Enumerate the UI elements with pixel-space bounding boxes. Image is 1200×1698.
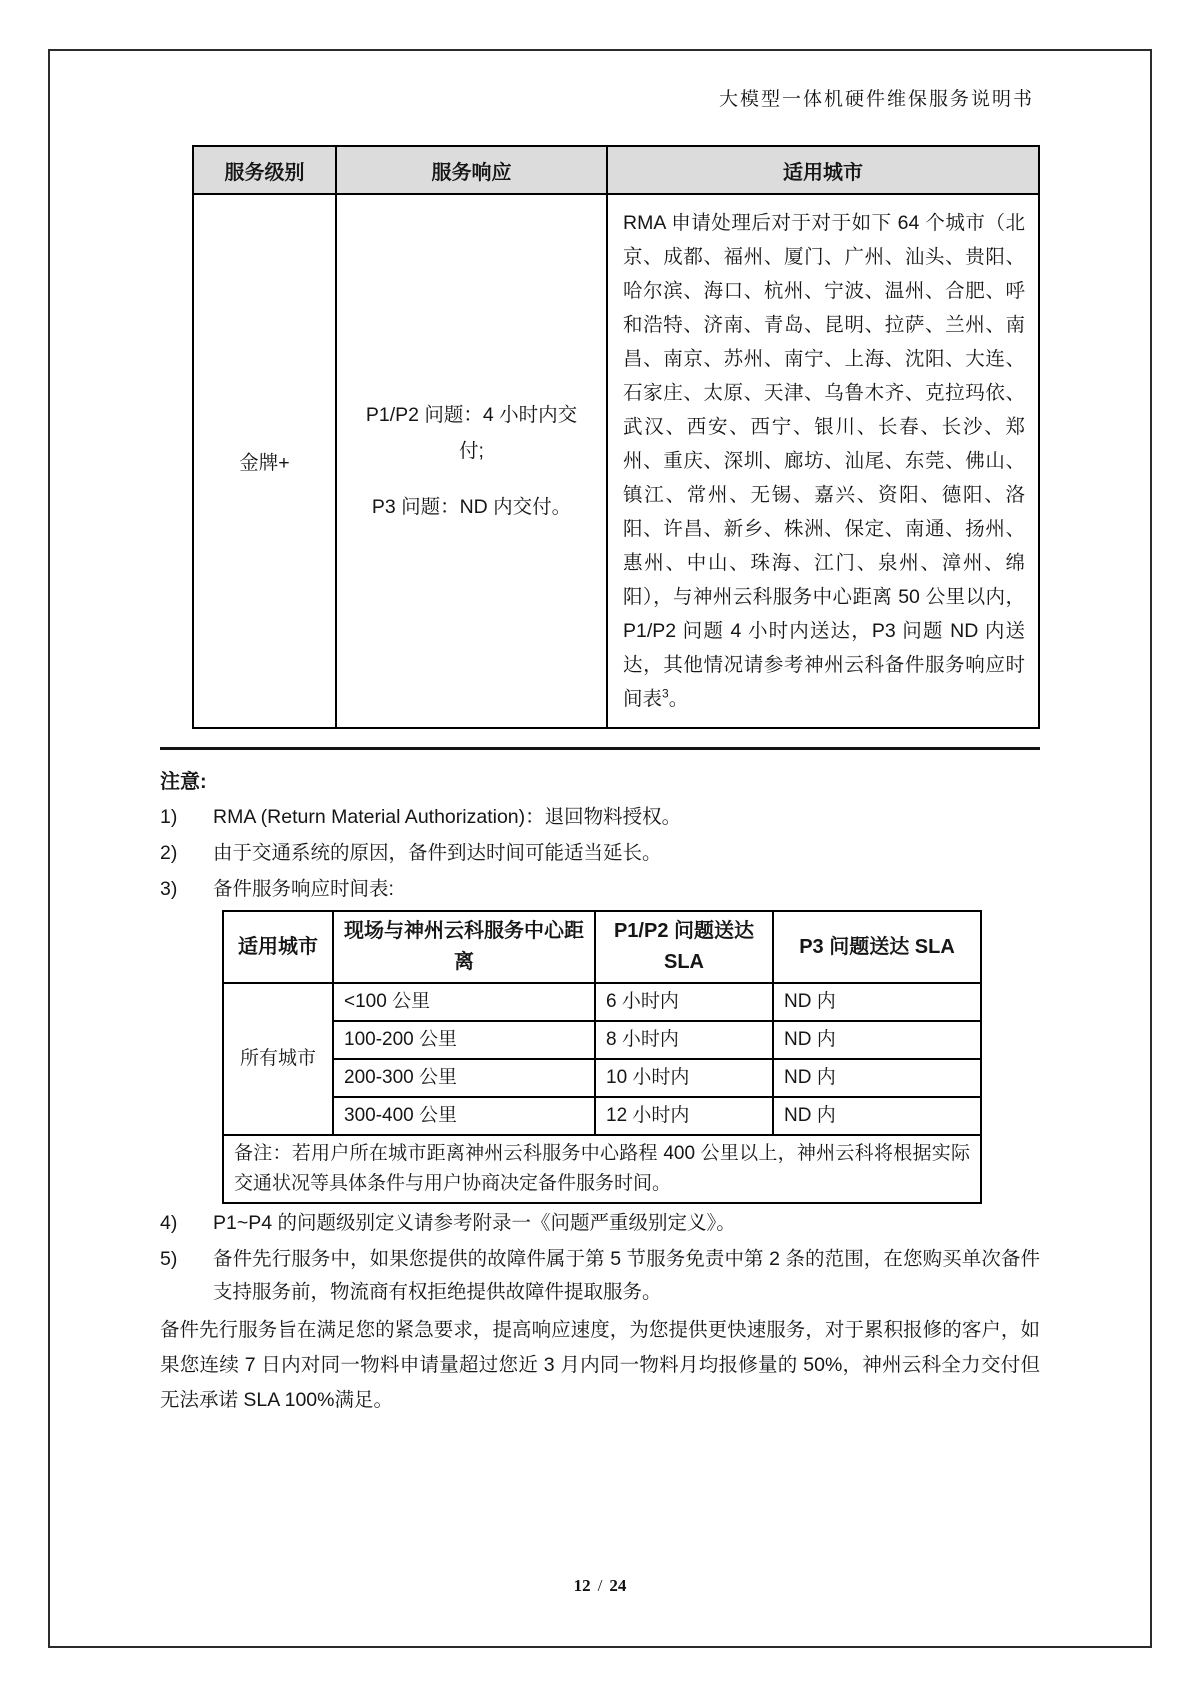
note-number: 2) [160, 842, 178, 864]
page-content [160, 84, 1040, 1418]
sla-p3-cell: ND 内 [773, 983, 981, 1021]
sla-table-header-row [223, 911, 981, 983]
applicable-cities-cell [607, 194, 1039, 728]
note-number: 4) [160, 1212, 178, 1234]
note-text: RMA (Return Material Authorization)：退回物料授权。 [213, 806, 682, 828]
response-line: P3 问题：ND 内交付。 [371, 496, 572, 518]
sla-remark-cell: 备注：若用户所在城市距离神州云科服务中心路程 400 公里以上，神州云科将根据实际交通状况等具体条件与用户协商决定备件服务时间。 [223, 1135, 981, 1203]
page-number-separator: / [597, 1576, 603, 1595]
sla-header-p3: P3 问题送达 SLA [773, 911, 981, 983]
sla-p12-cell: 6 小时内 [595, 983, 773, 1021]
sla-distance-cell: 100-200 公里 [333, 1021, 595, 1059]
service-level-table [192, 145, 1040, 729]
header-applicable-cities: 适用城市 [607, 146, 1039, 194]
sla-p12-cell: 12 小时内 [595, 1097, 773, 1135]
sla-city-group-cell: 所有城市 [223, 983, 333, 1135]
service-table-header-row [193, 146, 1039, 194]
section-divider [160, 747, 1040, 750]
page-number-total: 24 [609, 1576, 627, 1595]
note-number: 5) [160, 1248, 178, 1270]
note-text: P1~P4 的问题级别定义请参考附录一《问题严重级别定义》。 [213, 1212, 736, 1234]
note-text: 由于交通系统的原因，备件到达时间可能适当延长。 [213, 842, 662, 864]
header-service-response: 服务响应 [336, 146, 607, 194]
sla-p3-cell: ND 内 [773, 1059, 981, 1097]
notes-title: 注意: [160, 771, 207, 793]
spare-parts-sla-table [222, 910, 982, 1204]
cities-text: RMA 申请处理后对于对于如下 64 个城市（北京、成都、福州、厦门、广州、汕头、贵阳、哈尔滨、海口、杭州、宁波、温州、合肥、呼和浩特、济南、青岛、昆明、拉萨、兰州、南昌、南京、苏州、南宁、上海、沈阳、大连、石家庄、太原、天津、乌鲁木齐、克拉玛依、武汉、西安、西宁、银川、长春、长沙、郑州、重庆、深圳、廊坊、汕尾、东莞、佛山、镇江、常州、无锡、嘉兴、资阳、德阳、洛阳、许昌、新乡、株洲、保定、南通、扬州、惠州、中山、珠海、江门、泉州、漳州、绵阳），与神州云科服务中心距离 50 公里以内，P1/P2 问题 4 小时内送达，P3 问题 ND 内送达，其他情况请参考神州云科备件服务响应时间表 [623, 212, 1025, 710]
sla-distance-cell: 300-400 公里 [333, 1097, 595, 1135]
service-level-cell: 金牌+ [193, 194, 336, 728]
sla-table-row [223, 983, 981, 1021]
page-footer [0, 1576, 1200, 1596]
sla-distance-cell: 200-300 公里 [333, 1059, 595, 1097]
note-number: 1) [160, 806, 178, 828]
sla-distance-cell: <100 公里 [333, 983, 595, 1021]
note-item-5 [160, 1243, 1040, 1309]
service-response-cell [336, 194, 607, 728]
header-service-level: 服务级别 [193, 146, 336, 194]
note-item-4 [160, 1207, 1040, 1240]
footnote-ref: 3 [662, 686, 669, 701]
sla-header-distance: 现场与神州云科服务中心距离 [333, 911, 595, 983]
sla-table-row [223, 1021, 981, 1059]
sla-p12-cell: 10 小时内 [595, 1059, 773, 1097]
note-text: 备件先行服务中，如果您提供的故障件属于第 5 节服务免责中第 2 条的范围，在您购买单次备件支持服务前，物流商有权拒绝提供故障件提取服务。 [213, 1248, 1040, 1303]
note-text: 备件服务响应时间表: [213, 878, 394, 900]
sla-table-remark-row [223, 1135, 981, 1203]
note-item-2 [160, 837, 1040, 870]
note-item-1 [160, 801, 1040, 834]
document-header-title: 大模型一体机硬件维保服务说明书 [718, 89, 1034, 110]
note-item-3 [160, 873, 1040, 906]
closing-paragraph: 备件先行服务旨在满足您的紧急要求，提高响应速度，为您提供更快速服务，对于累积报修的客户，如果您连续 7 日内对同一物料申请量超过您近 3 月内同一物料月均报修量的 50%，神州云科全力交付但无法承诺 SLA 100%满足。 [160, 1319, 1040, 1411]
note-number: 3) [160, 878, 178, 900]
sla-header-city: 适用城市 [223, 911, 333, 983]
service-table-row [193, 194, 1039, 728]
notes-section [160, 766, 1040, 1418]
response-line: P1/P2 问题：4 小时内交付; [365, 404, 578, 462]
sla-p3-cell: ND 内 [773, 1097, 981, 1135]
cities-text-suffix: 。 [668, 688, 689, 710]
sla-p12-cell: 8 小时内 [595, 1021, 773, 1059]
sla-p3-cell: ND 内 [773, 1021, 981, 1059]
sla-table-row [223, 1059, 981, 1097]
sla-header-p12: P1/P2 问题送达 SLA [595, 911, 773, 983]
sla-table-row [223, 1097, 981, 1135]
page-number-current: 12 [573, 1576, 591, 1595]
